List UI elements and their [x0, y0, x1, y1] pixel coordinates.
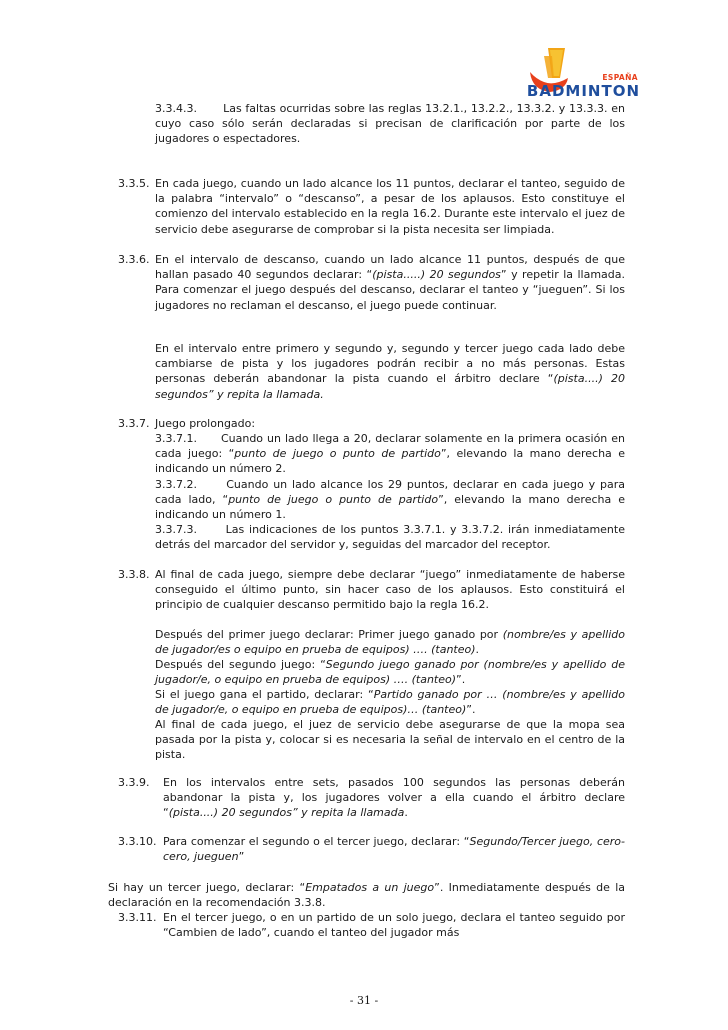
rule-text: Las indicaciones de los puntos 3.3.7.1. y 3.3.7.2. irán inmediatamente detrás del marcador del servidor y, seguidas del marcador del receptor. — [155, 523, 625, 552]
third-game-paragraph — [108, 880, 625, 910]
rule-text: ”, elevando la mano derecha e indicando un número 2. — [155, 447, 625, 476]
rule-text: ”, elevando la mano derecha e indicando un número 1. — [155, 493, 625, 522]
rule-3-3-11 — [118, 910, 625, 940]
rule-number: 3.3.7.3. — [155, 523, 197, 536]
paragraph-text: Después del segundo juego: “ — [155, 658, 326, 671]
rule-3-3-6 — [118, 252, 626, 313]
rule-number: 3.3.9. — [118, 776, 150, 789]
rule-text-emphasis: (pista.....) 20 segundos — [372, 268, 501, 282]
rule-text: Al final de cada juego, siempre debe declarar “juego” inmediatamente de haberse conseguido el último punto, sin hacer caso de los aplausos. Esto constituirá el principio de cualquier descanso permitido bajo la regla 16.2. — [155, 568, 625, 612]
paragraph-text: Después del primer juego declarar: Primer juego ganado por — [155, 628, 503, 641]
interval-paragraph — [155, 341, 625, 402]
rule-text: Cuando un lado llega a 20, declarar solamente en la primera ocasión en cada juego: “ — [155, 432, 626, 461]
rule-text-emphasis: Segundo/Tercer juego, cero-cero, jueguen — [163, 835, 625, 864]
mop-paragraph — [155, 717, 625, 763]
rule-text: ” — [238, 850, 245, 864]
paragraph-text-emphasis: (nombre/es y apellido de jugador/es o equipo en prueba de equipos) …. (tanteo) — [155, 628, 625, 657]
rule-text: En los intervalos entre sets, pasados 100 segundos las personas deberán abandonar la pista y, los jugadores volver a ella cuando el árbitro declare “ — [163, 776, 625, 820]
rule-number: 3.3.7.1. — [155, 432, 197, 445]
paragraph-text-emphasis: Segundo juego ganado por (nombre/es y apellido de jugador/e, o equipo en prueba de equipos) …. (tanteo) — [155, 658, 625, 687]
paragraph-text-emphasis: Partido ganado por … (nombre/es y apellido de jugador/e, o equipo en prueba de equipos)… (tanteo) — [155, 688, 625, 717]
rule-text: En cada juego, cuando un lado alcance los 11 puntos, declarar el tanteo, seguido de la palabra “intervalo” o “descanso”, a pesar de los aplausos. Esto constituye el comienzo del intervalo establecido en la regla 16.2. Durante este intervalo el juez de servicio debe asegurarse de comprobar si la pista necesita ser limpiada. — [155, 177, 625, 236]
rule-3-3-7-3 — [155, 522, 625, 552]
first-game-paragraph — [155, 627, 625, 657]
rule-number: 3.3.11. — [118, 911, 157, 924]
rule-text: Juego prolongado: — [155, 417, 256, 430]
paragraph-text: En el intervalo entre primero y segundo y, segundo y tercer juego cada lado debe cambiarse de pista y los jugadores podrán recibir a no más personas. Estas personas deberán abandonar la pista cuando el árbitro declare “ — [155, 342, 625, 386]
rule-number: 3.3.10. — [118, 835, 157, 848]
rule-text: Para comenzar el segundo o el tercer juego, declarar: “ — [163, 835, 470, 848]
paragraph-text: ”. Inmediatamente después de la declaración en la recomendación 3.3.8. — [108, 881, 626, 910]
rule-3-3-7-2 — [155, 477, 625, 523]
rule-3-3-7-1 — [155, 431, 625, 477]
badminton-espana-logo — [508, 42, 642, 104]
rule-text-emphasis: (pista....) 20 segundos” y repita la llamada — [168, 806, 405, 820]
rule-number: 3.3.5. — [118, 177, 150, 190]
logo-brand: BADMINTON — [526, 82, 640, 100]
rule-3-3-8 — [118, 567, 625, 613]
rule-number: 3.3.8. — [118, 568, 150, 581]
rule-3-3-7 — [118, 416, 625, 431]
paragraph-text: . — [475, 643, 480, 657]
rule-text-emphasis: punto de juego o punto de partido — [228, 493, 439, 507]
rule-number: 3.3.7.2. — [155, 478, 197, 491]
rule-3-3-10 — [118, 834, 625, 864]
paragraph-text: Al final de cada juego, el juez de servicio debe asegurarse de que la mopa sea pasada por la pista y, colocar si es necesaria la señal de intervalo en el centro de la pista. — [155, 718, 625, 762]
rule-text: Las faltas ocurridas sobre las reglas 13.2.1., 13.2.2., 13.3.2. y 13.3.3. en cuyo caso sólo serán declaradas si precisan de clarificación por parte de los jugadores o espectadores. — [155, 102, 625, 146]
page-number: - 31 - — [349, 994, 379, 1007]
rule-text: En el tercer juego, o en un partido de un solo juego, declara el tanteo seguido por “Cambien de lado”, cuando el tanteo del jugador más — [163, 911, 625, 940]
paragraph-text: ”. — [466, 703, 476, 717]
rule-number: 3.3.4.3. — [155, 102, 197, 115]
rule-text-emphasis: punto de juego o punto de partido — [234, 447, 441, 461]
rule-text: . — [404, 806, 408, 820]
paragraph-text: Si el juego gana el partido, declarar: “ — [155, 688, 374, 701]
rule-3-3-4-3 — [155, 101, 625, 147]
rule-3-3-9 — [118, 775, 625, 821]
rule-3-3-5 — [118, 176, 625, 237]
rule-text: ” y repetir la llamada. Para comenzar el juego después del descanso, declarar el tanteo y “jueguen”. Si los jugadores no reclaman el descanso, el juego puede continuar. — [155, 268, 626, 312]
second-game-paragraph — [155, 657, 625, 687]
rule-number: 3.3.6. — [118, 253, 150, 266]
rule-text: Cuando un lado alcance los 29 puntos, declarar en cada juego y para cada lado, “ — [155, 478, 625, 507]
paragraph-text-emphasis: (pista....) 20 segundos” y repita la llamada. — [155, 372, 626, 401]
rule-number: 3.3.7. — [118, 417, 150, 430]
rule-text: En el intervalo de descanso, cuando un lado alcance 11 puntos, después de que hallan pasado 40 segundos declarar: “ — [155, 253, 625, 282]
logo-country: ESPAÑA — [602, 73, 638, 82]
match-won-paragraph — [155, 687, 625, 717]
paragraph-text-emphasis: Empatados a un juego — [305, 881, 435, 894]
paragraph-text: Si hay un tercer juego, declarar: “ — [108, 881, 306, 894]
paragraph-text: ”. — [456, 673, 466, 687]
